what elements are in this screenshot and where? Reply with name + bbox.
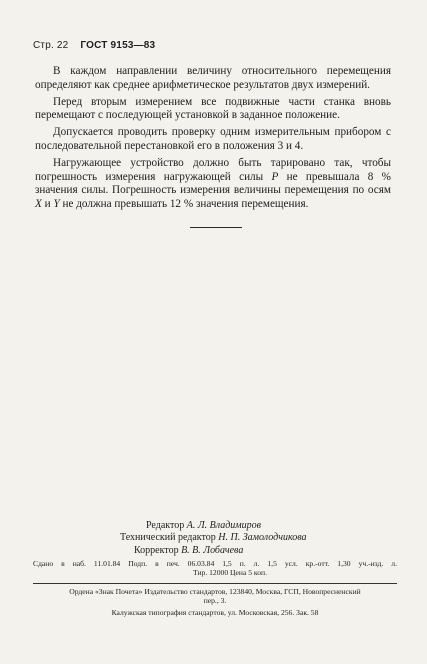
axis-variable-x: X	[35, 198, 42, 211]
calibration-text-part2: не превышала 8 % значения силы. Погрешность измерения величины перемещения по осям	[35, 170, 391, 197]
corrector-name: В. В. Лобачева	[181, 544, 244, 556]
editor-line	[120, 520, 380, 532]
page-header	[33, 40, 155, 51]
paragraph-load-calibration	[35, 157, 391, 212]
imprint	[33, 559, 397, 617]
calibration-text-part1: Нагружающее устройство должно быть тарировано так, чтобы погрешность измерения нагружающей силы	[35, 156, 391, 183]
printing-house: Калужская типография стандартов, ул. Московская, 256. Зак. 58	[111, 607, 319, 617]
imprint-divider	[33, 583, 397, 584]
end-of-text-divider	[190, 227, 242, 228]
publisher: Ордена «Знак Почета» Издательство стандартов, 123840, Москва, ГСП, Новопресненский	[69, 586, 361, 596]
tech-editor-line	[120, 532, 380, 544]
tech-editor-name: Н. П. Замолодчикова	[218, 532, 307, 544]
publisher-address: пер., 3.	[203, 596, 227, 606]
standard-number: ГОСТ 9153—83	[80, 40, 156, 51]
force-variable-p: P	[271, 170, 279, 183]
page-number: Стр. 22	[33, 40, 69, 51]
tech-editor-label: Технический редактор	[120, 532, 216, 544]
print-info: Сдано в наб. 11.01.84 Подп. в печ. 06.03.84 1,5 п. л. 1,5 усл. кр.-отт. 1,30 уч.-изд. л.	[33, 559, 397, 568]
paragraph-instrument-repositioning: Допускается проводить проверку одним измерительным прибором с последовательной перестановкой его в положения 3 и 4.	[35, 126, 391, 152]
body-text	[35, 65, 391, 212]
corrector-line	[120, 545, 380, 557]
axis-variable-y: Y	[53, 198, 60, 211]
editor-name: А. Л. Владимиров	[186, 520, 261, 531]
editorial-credits	[120, 520, 380, 557]
calibration-text-part3: и	[41, 198, 54, 211]
corrector-label: Корректор	[134, 544, 179, 556]
paragraph-measurement-average: В каждом направлении величину относительного перемещения определяют как среднее арифметическое результатов двух измерений.	[35, 65, 391, 91]
calibration-text-part4: не должна превышать 12 % значения перемещения.	[59, 198, 309, 211]
paragraph-second-measurement: Перед вторым измерением все подвижные части станка вновь перемещают с последующей установкой в заданное положение.	[35, 95, 391, 122]
print-run: Тир. 12000 Цена 5 коп.	[193, 568, 267, 578]
editor-label: Редактор	[146, 520, 185, 531]
